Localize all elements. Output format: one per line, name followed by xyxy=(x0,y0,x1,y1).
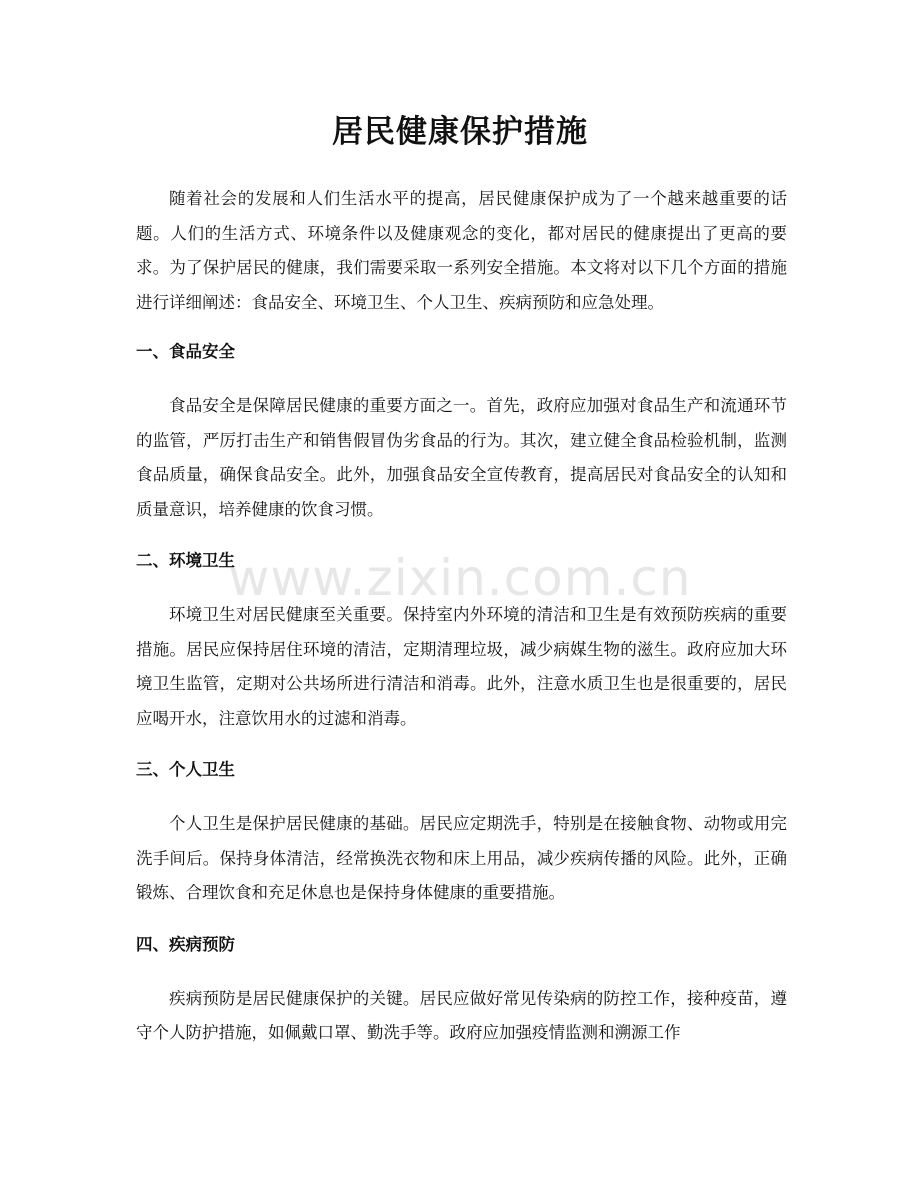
section-heading-environment: 二、环境卫生 xyxy=(136,551,235,570)
section-body-personal-hygiene: 个人卫生是保护居民健康的基础。居民应定期洗手，特别是在接触食物、动物或用完洗手间后。保持身体清洁，经常换洗衣物和床上用品，减少疾病传播的风险。此外，正确锻炼、合理饮食和充足休息也是保持身体健康的重要措施。 xyxy=(136,814,787,902)
section-body-disease-prevention: 疾病预防是居民健康保护的关键。居民应做好常见传染病的防控工作，接种疫苗，遵守个人防护措施，如佩戴口罩、勤洗手等。政府应加强疫情监测和溯源工作 xyxy=(136,988,787,1042)
section-body-environment: 环境卫生对居民健康至关重要。保持室内外环境的清洁和卫生是有效预防疾病的重要措施。居民应保持居住环境的清洁，定期清理垃圾，减少病媒生物的滋生。政府应加大环境卫生监管，定期对公共场所进行清洁和消毒。此外，注意水质卫生也是很重要的，居民应喝开水，注意饮用水的过滤和消毒。 xyxy=(136,605,787,728)
watermark: www.zixin.com.cn xyxy=(228,549,692,607)
page-title: 居民健康保护措施 xyxy=(332,114,588,150)
section-heading-disease-prevention: 四、疾病预防 xyxy=(136,934,235,954)
intro-paragraph: 随着社会的发展和人们生活水平的提高，居民健康保护成为了一个越来越重要的话题。人们的生活方式、环境条件以及健康观念的变化，都对居民的健康提出了更高的要求。为了保护居民的健康，我们需要采取一系列安全措施。本文将对以下几个方面的措施进行详细阐述：食品安全、环境卫生、个人卫生、疾病预防和应急处理。 xyxy=(136,189,787,312)
section-body-food-safety: 食品安全是保障居民健康的重要方面之一。首先，政府应加强对食品生产和流通环节的监管，严厉打击生产和销售假冒伪劣食品的行为。其次，建立健全食品检验机制，监测食品质量，确保食品安全。此外，加强食品安全宣传教育，提高居民对食品安全的认知和质量意识，培养健康的饮食习惯。 xyxy=(136,396,787,519)
document-body xyxy=(136,182,787,1051)
section-heading-personal-hygiene: 三、个人卫生 xyxy=(136,760,235,779)
section-heading-food-safety: 一、食品安全 xyxy=(136,342,235,361)
